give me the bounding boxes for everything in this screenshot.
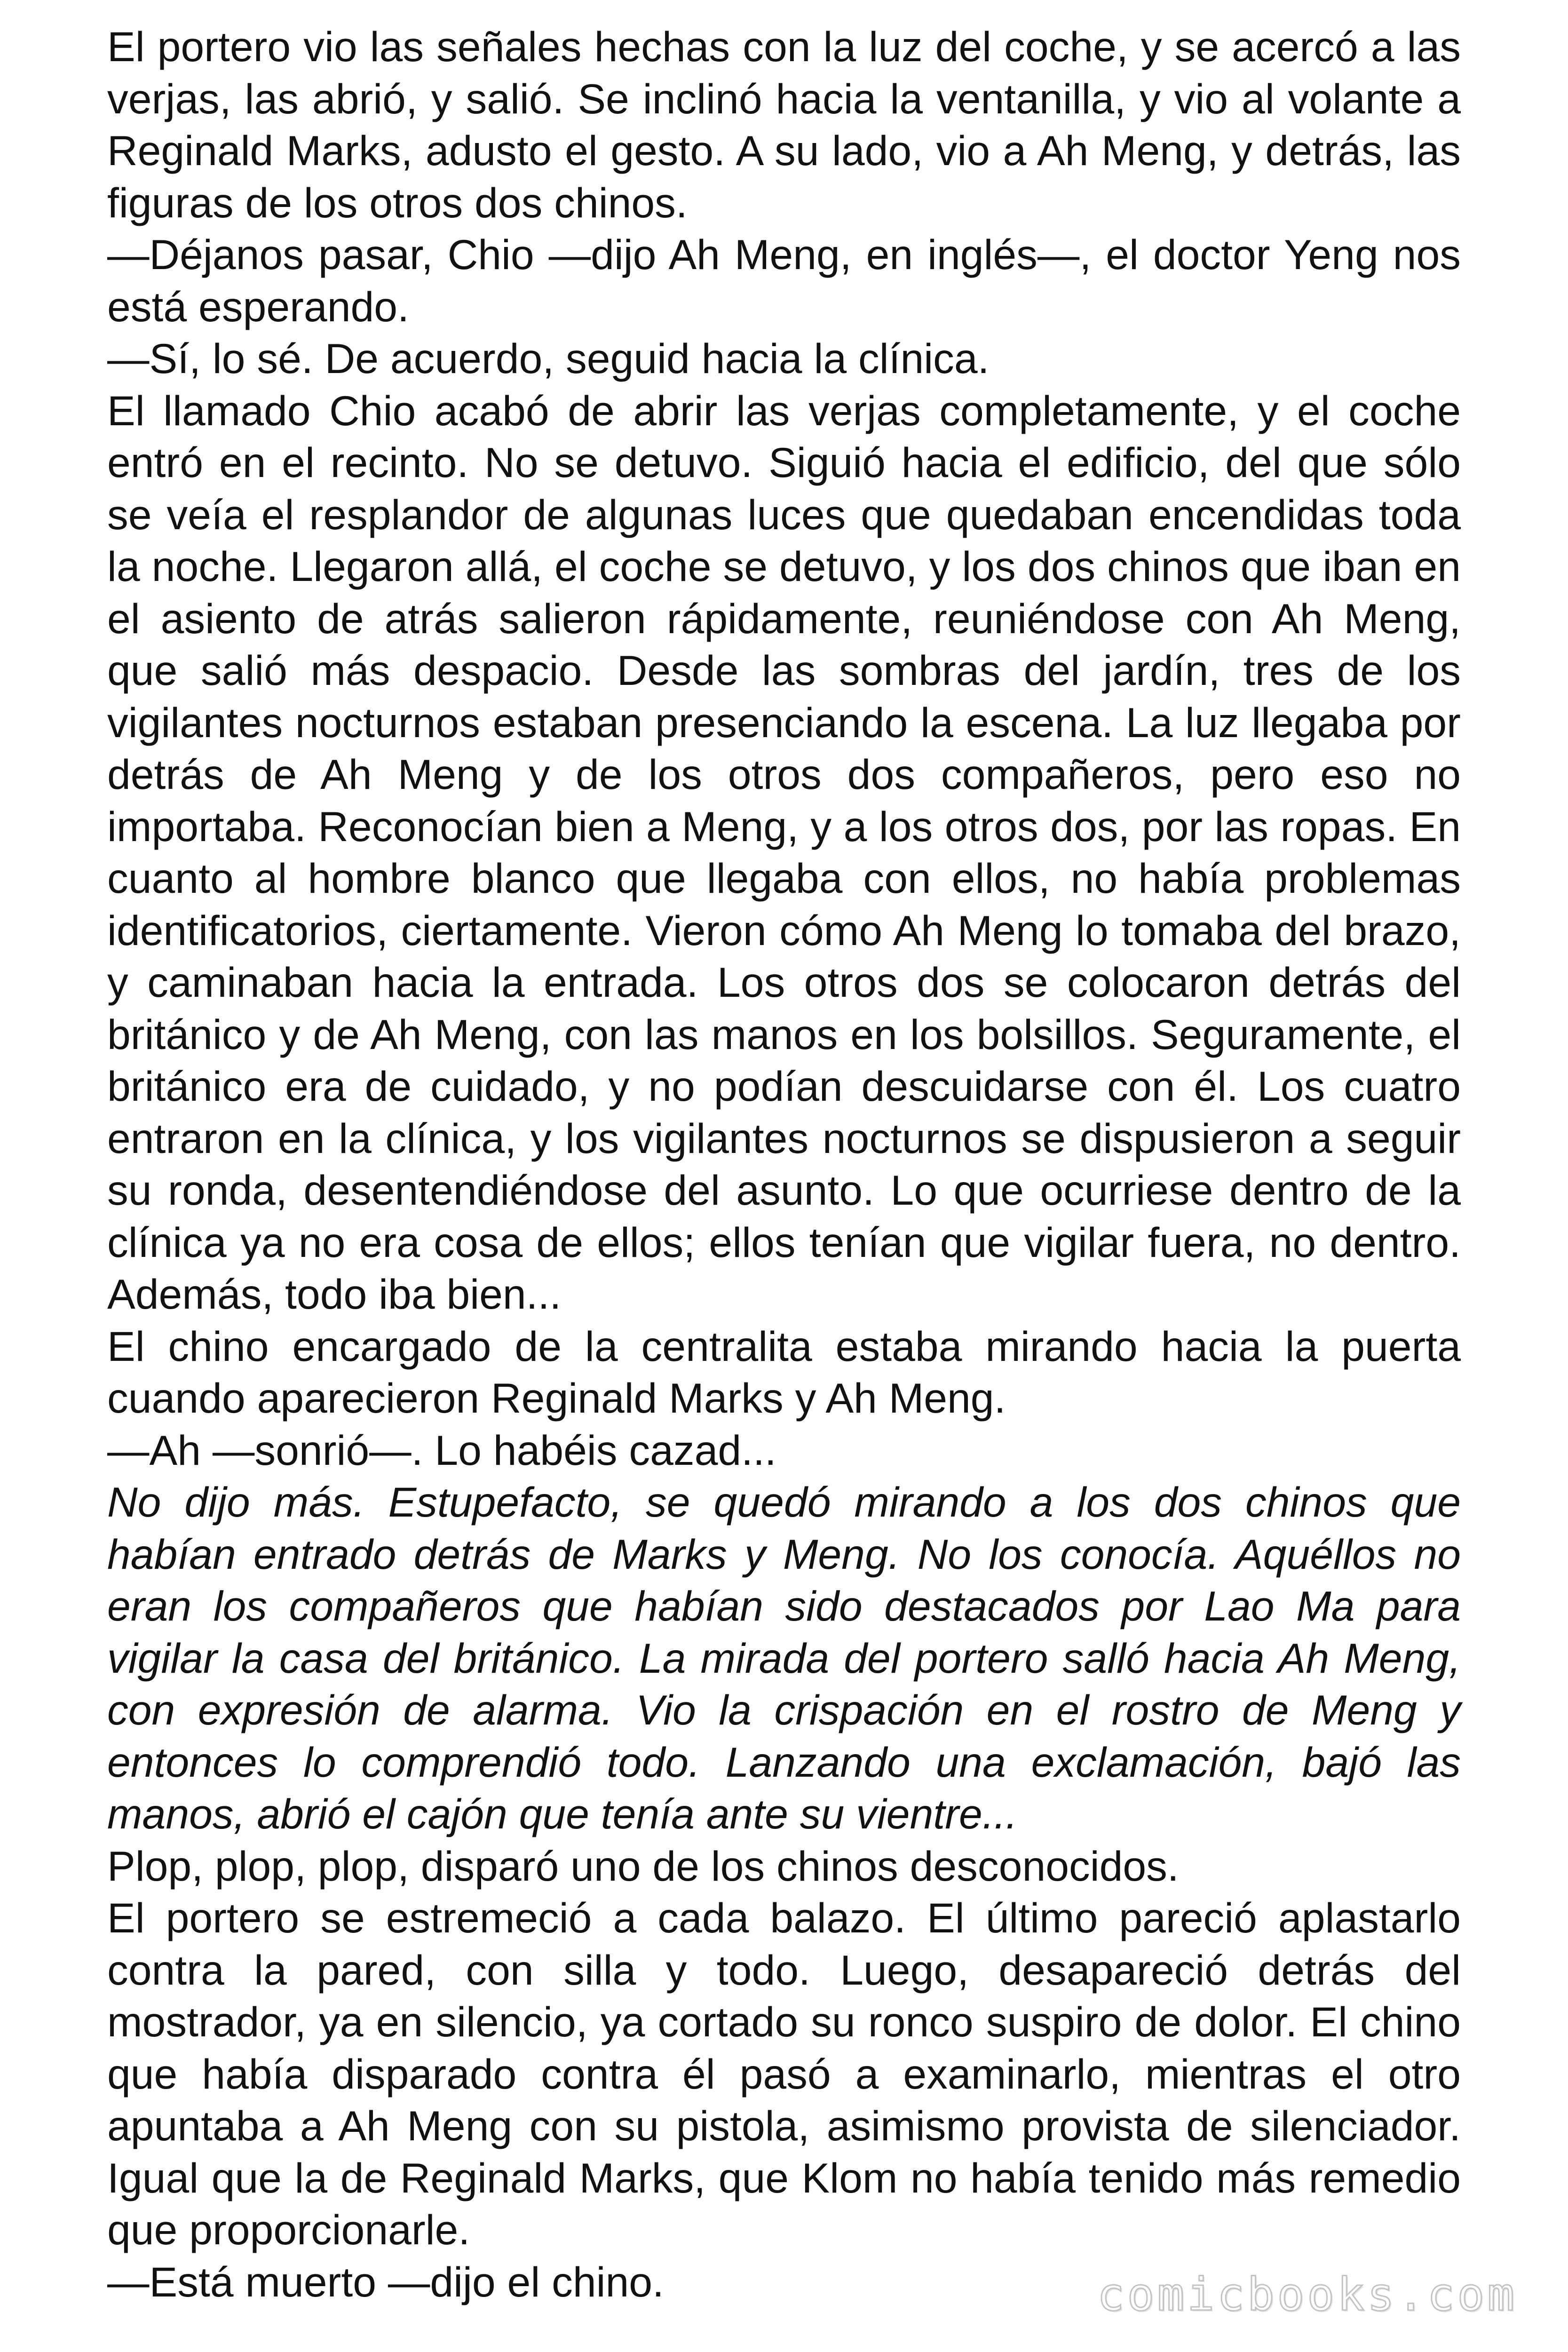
paragraph-4: El llamado Chio acabó de abrir las verjas completamente, y el coche entró en el recinto. No se detuvo. Siguió hacia el edificio, del que sólo se veía el resplandor de algunas luces que quedaban encendidas toda la noche. Llegaron allá, el coche se detuvo, y los dos chinos que iban en el asiento de atrás salieron rápidamente, reuniéndose con Ah Meng, que salió más despacio. Desde las sombras del jardín, tres de los vigilantes nocturnos estaban presenciando la escena. La luz llegaba por detrás de Ah Meng y de los otros dos compañeros, pero eso no importaba. Reconocían bien a Meng, y a los otros dos, por las ropas. En cuanto al hombre blanco que llegaba con ellos, no había problemas identificatorios, ciertamente. Vieron cómo Ah Meng lo tomaba del brazo, y caminaban hacia la entrada. Los otros dos se colocaron detrás del británico y de Ah Meng, con las manos en los bolsillos. Seguramente, el británico era de cuidado, y no podían descuidarse con él. Los cuatro entraron en la clínica, y los vigilantes nocturnos se dispusieron a seguir su ronda, desentendiéndose del asunto. Lo que ocurriese dentro de la clínica ya no era cosa de ellos; ellos tenían que vigilar fuera, no dentro. Además, todo iba bien... [107,387,1461,1318]
paragraph-6-dialogue: —Ah —sonrió—. Lo habéis cazad... [107,1426,776,1474]
paragraph-7-italic: No dijo más. Estupefacto, se quedó mirando a los dos chinos que habían entrado detrás de Marks y Meng. No los conocía. Aquéllos no eran los compañeros que habían sido destacados por Lao Ma para vigilar la casa del británico. La mirada del portero salló hacia Ah Meng, con expresión de alarma. Vio la crispación en el rostro de Meng y entonces lo comprendió todo. Lanzando una exclamación, bajó las manos, abrió el cajón que tenía ante su vientre... [107,1478,1461,1837]
page-body [107,21,1461,2308]
watermark-logo: comicbooks.com [1097,2268,1517,2321]
paragraph-3-dialogue: —Sí, lo sé. De acuerdo, seguid hacia la clínica. [107,335,990,382]
paragraph-5: El chino encargado de la centralita estaba mirando hacia la puerta cuando aparecieron Reginald Marks y Ah Meng. [107,1322,1461,1422]
paragraph-8: Plop, plop, plop, disparó uno de los chinos desconocidos. [107,1842,1179,1890]
paragraph-9: El portero se estremeció a cada balazo. El último pareció aplastarlo contra la pared, con silla y todo. Luego, desapareció detrás del mostrador, ya en silencio, ya cortado su ronco suspiro de dolor. El chino que había disparado contra él pasó a examinarlo, mientras el otro apuntaba a Ah Meng con su pistola, asimismo provista de silenciador. Igual que la de Reginald Marks, que Klom no había tenido más remedio que proporcionarle. [107,1894,1461,2253]
paragraph-1: El portero vio las señales hechas con la luz del coche, y se acercó a las verjas, las abrió, y salió. Se inclinó hacia la ventanilla, y vio al volante a Reginald Marks, adusto el gesto. A su lado, vio a Ah Meng, y detrás, las figuras de los otros dos chinos. [107,23,1461,226]
paragraph-2-dialogue: —Déjanos pasar, Chio —dijo Ah Meng, en inglés—, el doctor Yeng nos está esperando. [107,231,1461,330]
paragraph-10-dialogue: —Está muerto —dijo el chino. [107,2258,664,2305]
